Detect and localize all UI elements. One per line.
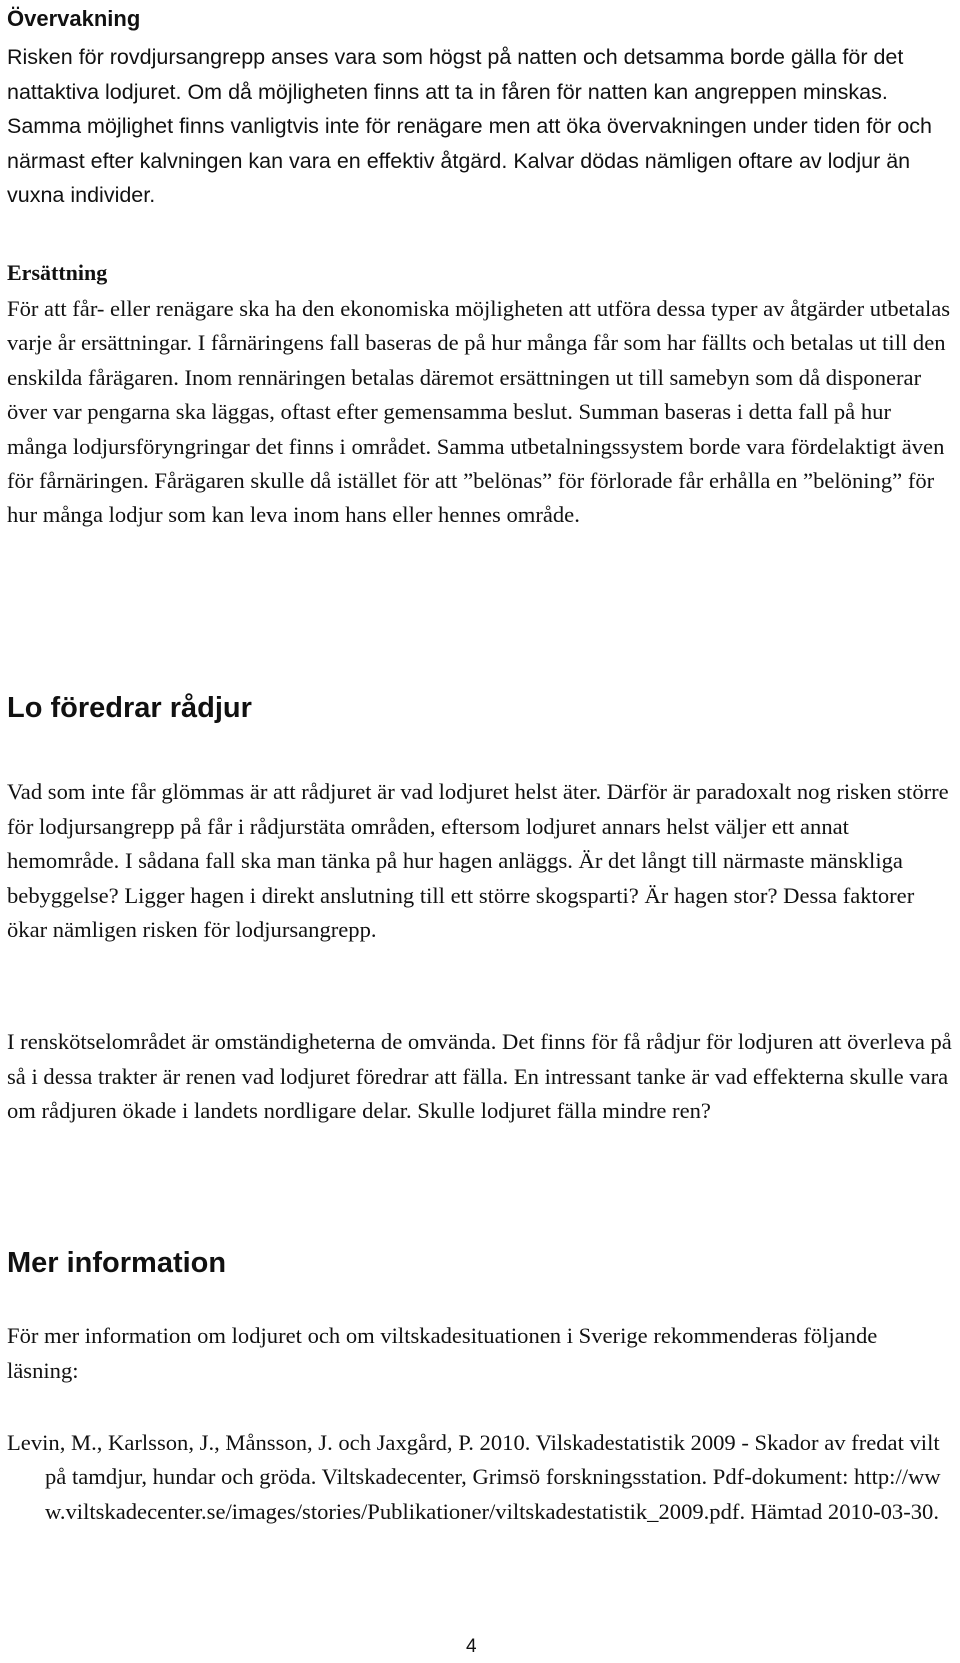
section-heading-ersattning: Ersättning (7, 260, 108, 285)
paragraph-radjur-1: Vad som inte får glömmas är att rådjuret är vad lodjuret helst äter. Därför är paradoxalt nog risken större för lodjursangrepp på får i rådjurstäta områden, eftersom lodjuret annars helst väljer ett annat hemområde. I sådana fall ska man tänka på hur hagen anläggs. Är det långt till närmaste mänskliga bebyggelse? Ligger hagen i direkt anslutning till ett större skogsparti? Är hagen stor? Dessa faktorer ökar nämligen risken för lodjursangrepp. (7, 779, 949, 943)
heading-lo-foredrar-radjur: Lo föredrar rådjur (7, 692, 252, 724)
section-heading-overvakning: Övervakning (7, 6, 141, 31)
reference-url: http://www.viltskadecenter.se/images/stories/Publikationer/viltskadestatistik_2009.pdf (45, 1464, 941, 1524)
page-number: 4 (466, 1636, 477, 1657)
paragraph-overvakning: Risken för rovdjursangrepp anses vara som högst på natten och detsamma borde gälla för det nattaktiva lodjuret. Om då möjligheten finns att ta in fåren för natten kan angreppen minskas. Samma möjlighet finns vanligtvis inte för renägare men att öka övervakningen under tiden för och närmast efter kalvningen kan vara en effektiv åtgärd. Kalvar dödas nämligen oftare av lodjur än vuxna individer. (7, 45, 933, 208)
paragraph-ersattning: För att får- eller renägare ska ha den ekonomiska möjligheten att utföra dessa typer av åtgärder utbetalas varje år ersättningar. I fårnäringens fall baseras de på hur många får som har fällts och betalas ut till den enskilda fårägaren. Inom rennäringen betalas däremot ersättningen ut till samebyn som då disponerar över var pengarna ska läggas, oftast efter gemensamma beslut. Summan baseras i detta fall på hur många lodjursföryngringar det finns i området. Samma utbetalningssystem borde vara fördelaktigt även för fårnäringen. Fårägaren skulle då istället för att ”belönas” för förlorade får erhålla en ”belöning” för hur många lodjur som kan leva inom hans eller hennes område. (7, 296, 951, 528)
paragraph-mer-information: För mer information om lodjuret och om viltskadesituationen i Sverige rekommenderas följande läsning: (7, 1323, 878, 1383)
reference-entry (7, 1426, 952, 1529)
paragraph-radjur-2: I renskötselområdet är omständigheterna de omvända. Det finns för få rådjur för lodjuren att överleva på så i dessa trakter är renen vad lodjuret föredrar att fälla. En intressant tanke är vad effekterna skulle vara om rådjuren ökade i landets nordligare delar. Skulle lodjuret fälla mindre ren? (7, 1029, 952, 1124)
reference-suffix: . Hämtad 2010-03-30. (739, 1498, 939, 1524)
reference-text: Levin, M., Karlsson, J., Månsson, J. och Jaxgård, P. 2010. Vilskadestatistik 2009 - Skador av fredat vilt på tamdjur, hundar och gröda. Viltskadecenter, Grimsö forskningsstation. Pdf-dokument: (7, 1430, 940, 1490)
heading-mer-information: Mer information (7, 1247, 227, 1279)
